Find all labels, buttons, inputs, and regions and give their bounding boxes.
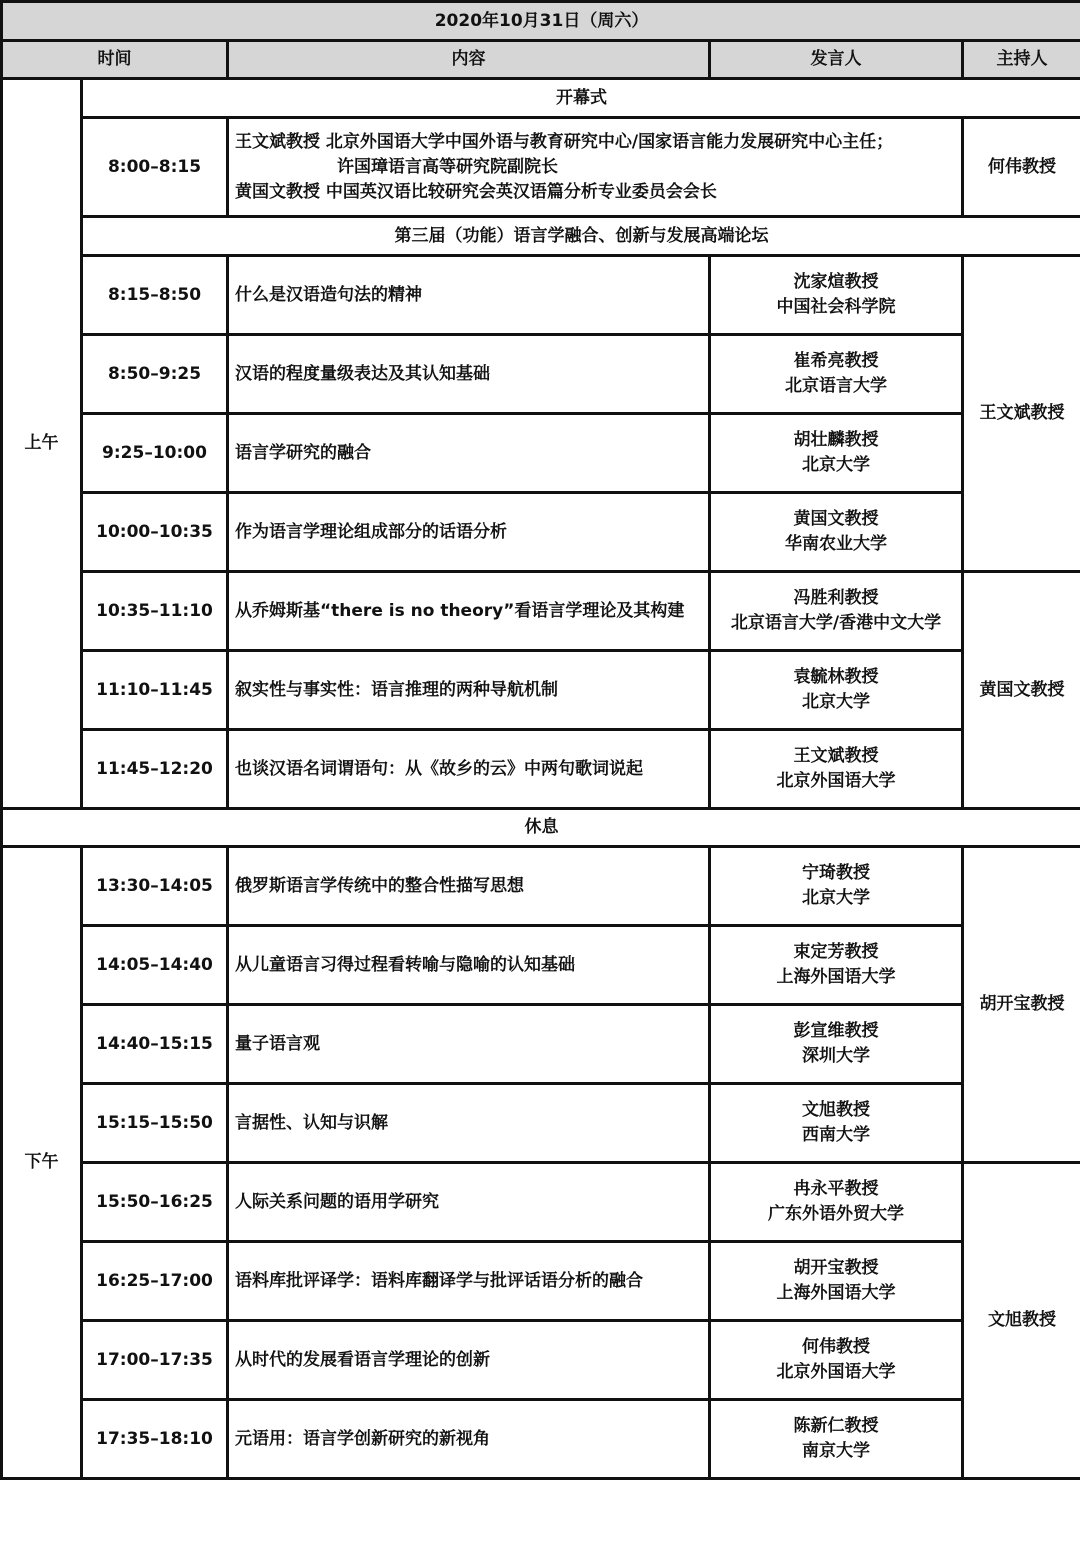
opening-line-3: 黄国文教授 中国英汉语比较研究会英汉语篇分析专业委员会会长 [235, 181, 717, 202]
speaker-name: 王文斌教授 [793, 746, 879, 766]
slot-time: 14:40–15:15 [82, 1005, 228, 1084]
table-row [2, 256, 1080, 335]
slot-speaker [710, 1400, 963, 1479]
slot-speaker [710, 1321, 963, 1400]
table-row [2, 1400, 1080, 1479]
slot-content: 量子语言观 [228, 1005, 710, 1084]
table-row [2, 651, 1080, 730]
header-host: 主持人 [963, 41, 1080, 79]
speaker-affiliation: 北京大学 [802, 455, 870, 475]
header-content: 内容 [228, 41, 710, 79]
rest-label: 休息 [2, 809, 1080, 847]
speaker-name: 宁琦教授 [802, 863, 870, 883]
afternoon-label: 下午 [2, 847, 82, 1479]
slot-content: 言据性、认知与识解 [228, 1084, 710, 1163]
speaker-affiliation: 北京语言大学/香港中文大学 [730, 613, 942, 633]
slot-speaker [710, 651, 963, 730]
slot-time: 10:35–11:10 [82, 572, 228, 651]
table-row [2, 847, 1080, 926]
slot-time: 10:00–10:35 [82, 493, 228, 572]
slot-content: 汉语的程度量级表达及其认知基础 [228, 335, 710, 414]
speaker-name: 冯胜利教授 [793, 588, 879, 608]
slot-speaker [710, 847, 963, 926]
speaker-affiliation: 北京语言大学 [785, 376, 887, 396]
table-row [2, 1005, 1080, 1084]
opening-line-1: 王文斌教授 北京外国语大学中国外语与教育研究中心/国家语言能力发展研究中心主任； [235, 131, 894, 152]
speaker-affiliation: 南京大学 [802, 1441, 870, 1461]
slot-time: 8:15–8:50 [82, 256, 228, 335]
table-row [2, 1163, 1080, 1242]
speaker-name: 文旭教授 [802, 1100, 870, 1120]
speaker-name: 黄国文教授 [793, 509, 879, 529]
morning-label: 上午 [2, 79, 82, 809]
slot-content: 语言学研究的融合 [228, 414, 710, 493]
slot-time: 15:15–15:50 [82, 1084, 228, 1163]
speaker-affiliation: 上海外国语大学 [776, 1283, 896, 1303]
table-row [2, 335, 1080, 414]
slot-content: 语料库批评译学：语料库翻译学与批评话语分析的融合 [228, 1242, 710, 1321]
slot-content: 从乔姆斯基“there is no theory”看语言学理论及其构建 [228, 572, 710, 651]
header-speaker: 发言人 [710, 41, 963, 79]
speaker-affiliation: 北京大学 [802, 692, 870, 712]
speaker-affiliation: 广东外语外贸大学 [768, 1204, 904, 1224]
slot-content: 也谈汉语名词谓语句：从《故乡的云》中两句歌词说起 [228, 730, 710, 809]
slot-speaker [710, 1242, 963, 1321]
table-row [2, 730, 1080, 809]
page-title: 2020年10月31日（周六） [2, 2, 1080, 41]
speaker-name: 胡壮麟教授 [793, 430, 879, 450]
speaker-name: 陈新仁教授 [793, 1416, 879, 1436]
speaker-affiliation: 北京大学 [802, 888, 870, 908]
slot-speaker [710, 1084, 963, 1163]
table-row [2, 1084, 1080, 1163]
speaker-name: 何伟教授 [802, 1337, 870, 1357]
opening-host: 何伟教授 [963, 118, 1080, 217]
speaker-affiliation: 西南大学 [802, 1125, 870, 1145]
opening-time: 8:00–8:15 [82, 118, 228, 217]
slot-content: 作为语言学理论组成部分的话语分析 [228, 493, 710, 572]
host-cell: 文旭教授 [963, 1163, 1080, 1479]
table-row [2, 414, 1080, 493]
slot-speaker [710, 414, 963, 493]
host-cell: 胡开宝教授 [963, 847, 1080, 1163]
forum-title: 第三届（功能）语言学融合、创新与发展高端论坛 [82, 217, 1080, 256]
slot-content: 从时代的发展看语言学理论的创新 [228, 1321, 710, 1400]
slot-time: 11:10–11:45 [82, 651, 228, 730]
slot-speaker [710, 1163, 963, 1242]
slot-speaker [710, 572, 963, 651]
host-cell: 王文斌教授 [963, 256, 1080, 572]
speaker-name: 彭宣维教授 [793, 1021, 879, 1041]
speaker-affiliation: 北京外国语大学 [776, 1362, 896, 1382]
table-row [2, 926, 1080, 1005]
speaker-affiliation: 北京外国语大学 [776, 771, 896, 791]
slot-time: 8:50–9:25 [82, 335, 228, 414]
slot-content: 什么是汉语造句法的精神 [228, 256, 710, 335]
speaker-name: 冉永平教授 [793, 1179, 879, 1199]
slot-time: 15:50–16:25 [82, 1163, 228, 1242]
table-row [2, 1321, 1080, 1400]
opening-line-2: 许国璋语言高等研究院副院长 [337, 156, 558, 177]
slot-speaker [710, 730, 963, 809]
slot-speaker [710, 926, 963, 1005]
slot-time: 11:45–12:20 [82, 730, 228, 809]
slot-speaker [710, 256, 963, 335]
table-row [2, 572, 1080, 651]
speaker-affiliation: 中国社会科学院 [776, 297, 896, 317]
header-time: 时间 [2, 41, 228, 79]
slot-time: 17:35–18:10 [82, 1400, 228, 1479]
opening-content [228, 118, 963, 217]
slot-time: 13:30–14:05 [82, 847, 228, 926]
opening-title: 开幕式 [82, 79, 1080, 118]
slot-time: 9:25–10:00 [82, 414, 228, 493]
slot-content: 人际关系问题的语用学研究 [228, 1163, 710, 1242]
slot-speaker [710, 1005, 963, 1084]
speaker-affiliation: 上海外国语大学 [776, 967, 896, 987]
slot-time: 17:00–17:35 [82, 1321, 228, 1400]
slot-speaker [710, 493, 963, 572]
slot-content: 俄罗斯语言学传统中的整合性描写思想 [228, 847, 710, 926]
speaker-name: 胡开宝教授 [793, 1258, 879, 1278]
slot-time: 16:25–17:00 [82, 1242, 228, 1321]
speaker-name: 袁毓林教授 [793, 667, 879, 687]
speaker-affiliation: 华南农业大学 [785, 534, 887, 554]
slot-time: 14:05–14:40 [82, 926, 228, 1005]
slot-content: 叙实性与事实性：语言推理的两种导航机制 [228, 651, 710, 730]
slot-content: 从儿童语言习得过程看转喻与隐喻的认知基础 [228, 926, 710, 1005]
table-row [2, 493, 1080, 572]
speaker-affiliation: 深圳大学 [802, 1046, 870, 1066]
slot-content: 元语用：语言学创新研究的新视角 [228, 1400, 710, 1479]
speaker-name: 沈家煊教授 [793, 272, 879, 292]
speaker-name: 束定芳教授 [793, 942, 879, 962]
speaker-name: 崔希亮教授 [793, 351, 879, 371]
host-cell: 黄国文教授 [963, 572, 1080, 809]
table-row [2, 1242, 1080, 1321]
slot-speaker [710, 335, 963, 414]
